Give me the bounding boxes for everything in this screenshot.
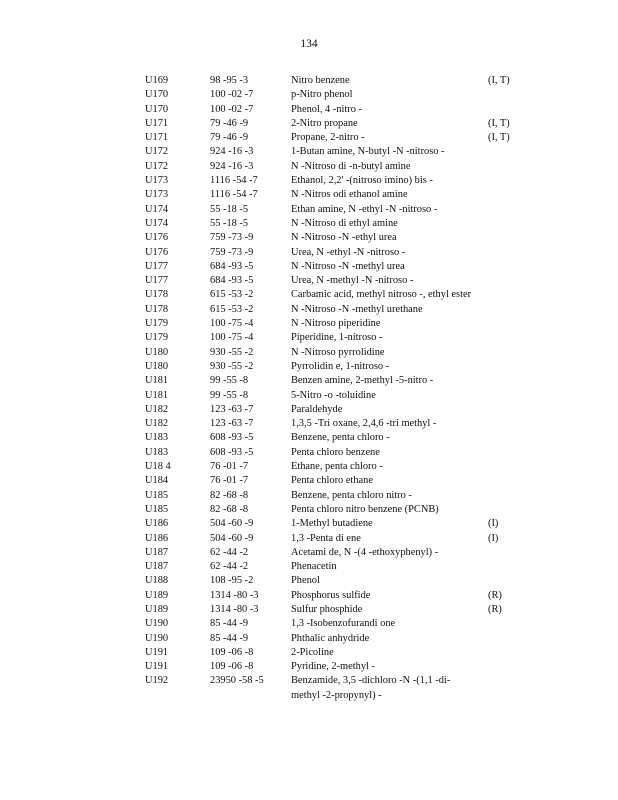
cas-number: 615 -53 -2 — [210, 289, 254, 301]
cas-number: 1116 -54 -7 — [210, 189, 258, 201]
waste-code: U181 — [145, 389, 169, 401]
table-row — [0, 174, 618, 188]
cas-number: 684 -93 -5 — [210, 260, 254, 272]
cas-number: 504 -60 -9 — [210, 532, 254, 544]
substance-name: Pyridine, 2-methyl - — [291, 661, 375, 673]
substance-name: N -Nitroso di -n-butyl amine — [291, 160, 411, 172]
substance-name: Carbamic acid, methyl nitroso -, ethyl ester — [291, 289, 472, 301]
table-row — [0, 131, 618, 145]
waste-code: U172 — [145, 160, 169, 172]
cas-number: 55 -18 -5 — [210, 217, 249, 229]
table-row — [0, 503, 618, 517]
hazard-code: (I, T) — [488, 75, 510, 86]
waste-code: U177 — [145, 260, 169, 272]
table-row — [0, 403, 618, 417]
cas-number: 100 -75 -4 — [210, 332, 254, 344]
substance-name: Urea, N -ethyl -N -nitroso - — [291, 246, 406, 258]
substance-name: p-Nitro phenol — [291, 89, 353, 101]
waste-code: U174 — [145, 217, 169, 229]
waste-code: U171 — [145, 117, 169, 129]
table-row — [0, 360, 618, 374]
waste-code: U173 — [145, 175, 169, 187]
cas-number: 62 -44 -2 — [210, 561, 249, 573]
cas-number: 79 -46 -9 — [210, 132, 249, 144]
substance-name: N -Nitroso piperidine — [291, 318, 381, 330]
table-row — [0, 460, 618, 474]
hazard-code: (R) — [488, 603, 502, 615]
table-row — [0, 617, 618, 631]
cas-number: 23950 -58 -5 — [210, 675, 264, 687]
table-row — [0, 674, 618, 703]
waste-code: U169 — [145, 75, 169, 86]
waste-code: U176 — [145, 246, 169, 258]
substance-name: Phthalic anhydride — [291, 632, 370, 644]
substance-name: Acetami de, N -(4 -ethoxyphenyl) - — [291, 546, 439, 558]
substance-name: 1-Butan amine, N-butyl -N -nitroso - — [291, 146, 445, 158]
cas-number: 85 -44 -9 — [210, 632, 249, 644]
table-row — [0, 374, 618, 388]
waste-code: U174 — [145, 203, 169, 215]
waste-code: U178 — [145, 289, 169, 301]
table-row — [0, 474, 618, 488]
substance-name: Phenol — [291, 575, 320, 587]
cas-number: 109 -06 -8 — [210, 646, 254, 658]
waste-code: U171 — [145, 132, 169, 144]
table-row — [0, 117, 618, 131]
substance-name: Paraldehyde — [291, 403, 343, 415]
substance-name: Phosphorus sulfide — [291, 589, 371, 601]
table-row — [0, 546, 618, 560]
hazard-code: (R) — [488, 589, 502, 601]
waste-code: U182 — [145, 403, 169, 415]
cas-number: 100 -02 -7 — [210, 103, 254, 115]
table-row — [0, 145, 618, 159]
waste-code: U192 — [145, 675, 169, 687]
waste-code: U187 — [145, 561, 169, 573]
substance-name: Pyrrolidin e, 1-nitroso - — [291, 360, 390, 372]
table-row — [0, 589, 618, 603]
cas-number: 759 -73 -9 — [210, 246, 254, 258]
cas-number: 76 -01 -7 — [210, 475, 249, 487]
waste-code: U179 — [145, 332, 169, 344]
cas-number: 608 -93 -5 — [210, 432, 254, 444]
cas-number: 1314 -80 -3 — [210, 589, 259, 601]
waste-code: U178 — [145, 303, 169, 315]
cas-number: 55 -18 -5 — [210, 203, 249, 215]
substance-name: 2-Nitro propane — [291, 117, 358, 129]
cas-number: 100 -75 -4 — [210, 318, 254, 330]
table-row — [0, 331, 618, 345]
cas-number: 924 -16 -3 — [210, 160, 254, 172]
table-row — [0, 446, 618, 460]
substance-name: 1,3,5 -Tri oxane, 2,4,6 -tri methyl - — [291, 418, 437, 430]
cas-number: 1116 -54 -7 — [210, 175, 258, 187]
table-row — [0, 274, 618, 288]
substance-name: Benzene, penta chloro nitro - — [291, 489, 412, 501]
cas-number: 1314 -80 -3 — [210, 603, 259, 615]
waste-code: U181 — [145, 375, 169, 387]
table-row — [0, 303, 618, 317]
waste-code: U191 — [145, 646, 169, 658]
table-row — [0, 417, 618, 431]
substance-name: Phenacetin — [291, 561, 337, 573]
substance-name: Sulfur phosphide — [291, 603, 363, 615]
substance-name: Penta chloro ethane — [291, 475, 373, 487]
cas-number: 615 -53 -2 — [210, 303, 254, 315]
substance-name: N -Nitroso -N -methyl urea — [291, 260, 405, 272]
cas-number: 504 -60 -9 — [210, 518, 254, 530]
waste-code: U188 — [145, 575, 169, 587]
hazard-code: (I) — [488, 532, 499, 544]
cas-number: 930 -55 -2 — [210, 346, 254, 358]
cas-number: 123 -63 -7 — [210, 418, 254, 430]
waste-code: U179 — [145, 318, 169, 330]
substance-name: 2-Picoline — [291, 646, 334, 658]
table-row — [0, 217, 618, 231]
substance-name: Piperidine, 1-nitroso - — [291, 332, 383, 344]
substance-name: Penta chloro nitro benzene (PCNB) — [291, 503, 439, 515]
cas-number: 930 -55 -2 — [210, 360, 254, 372]
waste-code: U182 — [145, 418, 169, 430]
table-row — [0, 603, 618, 617]
waste-code: U186 — [145, 532, 169, 544]
table-row — [0, 574, 618, 588]
waste-code: U180 — [145, 346, 169, 358]
hazard-code: (I, T) — [488, 117, 510, 129]
table-row — [0, 103, 618, 117]
waste-code: U185 — [145, 503, 169, 515]
waste-code: U18 4 — [145, 461, 171, 473]
waste-code: U177 — [145, 275, 169, 287]
waste-code: U173 — [145, 189, 169, 201]
waste-code: U191 — [145, 661, 169, 673]
waste-code: U172 — [145, 146, 169, 158]
table-row — [0, 560, 618, 574]
table-row — [0, 260, 618, 274]
cas-number: 684 -93 -5 — [210, 275, 254, 287]
substance-name: Ethane, penta chloro - — [291, 461, 383, 473]
waste-code: U186 — [145, 518, 169, 530]
waste-code: U176 — [145, 232, 169, 244]
waste-code: U183 — [145, 432, 169, 444]
substance-name: Ethanol, 2,2' -(nitroso imino) bis - — [291, 175, 433, 187]
substance-name: 1,3 -Penta di ene — [291, 532, 361, 544]
page-number: 134 — [300, 38, 318, 50]
table-row — [0, 489, 618, 503]
table-row — [0, 188, 618, 202]
table-row — [0, 203, 618, 217]
substance-name: N -Nitroso -N -methyl urethane — [291, 303, 423, 315]
cas-number: 123 -63 -7 — [210, 403, 254, 415]
table-row — [0, 317, 618, 331]
cas-number: 608 -93 -5 — [210, 446, 254, 458]
substance-name: Phenol, 4 -nitro - — [291, 103, 362, 115]
cas-number: 108 -95 -2 — [210, 575, 254, 587]
table-row — [0, 632, 618, 646]
waste-code: U187 — [145, 546, 169, 558]
substance-name: Penta chloro benzene — [291, 446, 380, 458]
substance-name: Urea, N -methyl -N -nitroso - — [291, 275, 414, 287]
waste-code: U170 — [145, 89, 169, 101]
table-row — [0, 160, 618, 174]
waste-code: U185 — [145, 489, 169, 501]
substance-name: Benzene, penta chloro - — [291, 432, 390, 444]
substance-name: N -Nitroso di ethyl amine — [291, 217, 398, 229]
cas-number: 76 -01 -7 — [210, 461, 249, 473]
hazard-code: (I) — [488, 518, 499, 530]
table-row — [0, 646, 618, 660]
substance-name: N -Nitros odi ethanol amine — [291, 189, 408, 201]
waste-code: U170 — [145, 103, 169, 115]
substance-name: 1-Methyl butadiene — [291, 518, 373, 530]
waste-code: U189 — [145, 603, 169, 615]
substance-name: N -Nitroso -N -ethyl urea — [291, 232, 397, 244]
substance-name: Ethan amine, N -ethyl -N -nitroso - — [291, 203, 438, 215]
hazard-code: (I, T) — [488, 132, 510, 144]
cas-number: 99 -55 -8 — [210, 375, 249, 387]
cas-number: 82 -68 -8 — [210, 503, 249, 515]
table-row — [0, 660, 618, 674]
waste-code: U190 — [145, 632, 169, 644]
substance-name: Nitro benzene — [291, 75, 350, 86]
substance-name: Benzamide, 3,5 -dichloro -N -(1,1 -di- methyl -2-propynyl) - — [291, 675, 451, 701]
table-row — [0, 532, 618, 546]
table-row — [0, 346, 618, 360]
cas-number: 79 -46 -9 — [210, 117, 249, 129]
table-row — [0, 88, 618, 102]
waste-code: U180 — [145, 360, 169, 372]
table-row — [0, 246, 618, 260]
waste-code: U184 — [145, 475, 169, 487]
cas-number: 759 -73 -9 — [210, 232, 254, 244]
table-row — [0, 288, 618, 302]
substance-name: Propane, 2-nitro - — [291, 132, 365, 144]
cas-number: 85 -44 -9 — [210, 618, 249, 630]
substance-name: 1,3 -Isobenzofurandi one — [291, 618, 396, 630]
cas-number: 82 -68 -8 — [210, 489, 249, 501]
substance-name: Benzen amine, 2-methyl -5-nitro - — [291, 375, 434, 387]
table-row — [0, 517, 618, 531]
waste-code-list — [0, 74, 618, 703]
cas-number: 924 -16 -3 — [210, 146, 254, 158]
table-row — [0, 389, 618, 403]
waste-code: U189 — [145, 589, 169, 601]
waste-code: U190 — [145, 618, 169, 630]
substance-name: N -Nitroso pyrrolidine — [291, 346, 385, 358]
cas-number: 98 -95 -3 — [210, 75, 249, 86]
table-row — [0, 431, 618, 445]
cas-number: 62 -44 -2 — [210, 546, 249, 558]
table-row — [0, 231, 618, 245]
cas-number: 99 -55 -8 — [210, 389, 249, 401]
table-row — [0, 74, 618, 88]
cas-number: 100 -02 -7 — [210, 89, 254, 101]
waste-code: U183 — [145, 446, 169, 458]
cas-number: 109 -06 -8 — [210, 661, 254, 673]
substance-name: 5-Nitro -o -toluidine — [291, 389, 376, 401]
